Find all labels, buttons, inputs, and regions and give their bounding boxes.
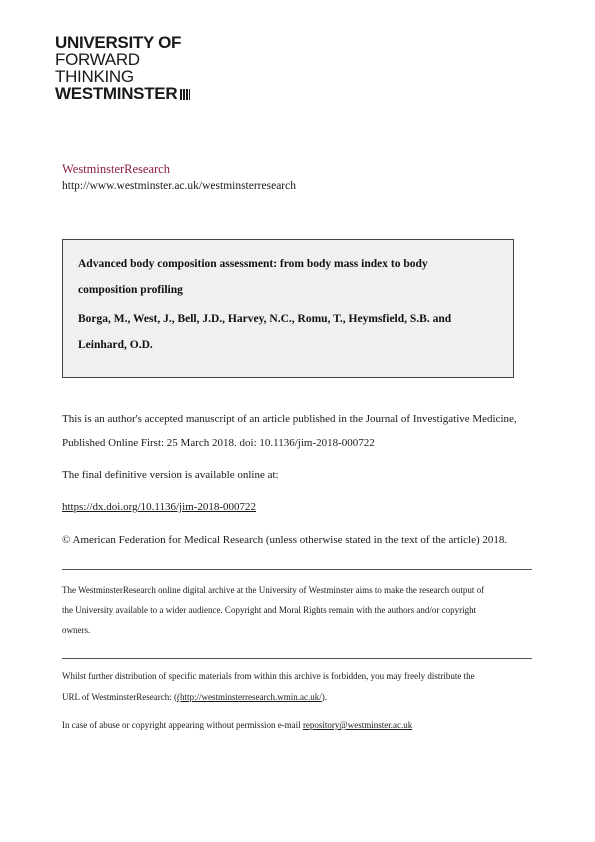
archive-note-line-2: the University available to a wider audience. Copyright and Moral Rights remain with the authors and/or copyright	[62, 605, 477, 615]
repository-link[interactable]: (http://westminsterresearch.wmin.ac.uk/	[177, 692, 322, 702]
distribution-note-line-2	[62, 692, 327, 702]
abuse-note	[62, 720, 412, 730]
manuscript-note-line-2: Published Online First: 25 March 2018. doi: 10.1136/jim-2018-000722	[62, 437, 375, 449]
archive-note-line-1: The WestminsterResearch online digital archive at the University of Westminster aims to make the research output of	[62, 585, 485, 595]
doi-link[interactable]: https://dx.doi.org/10.1136/jim-2018-000722	[62, 501, 257, 513]
repository-name: WestminsterResearch	[62, 162, 170, 176]
final-version-note: The final definitive version is available online at:	[62, 469, 279, 481]
article-info-box	[62, 239, 514, 378]
article-authors-line-2: Leinhard, O.D.	[78, 339, 153, 351]
university-logo	[55, 34, 190, 102]
logo-line-4	[55, 85, 190, 102]
divider-top	[62, 569, 532, 570]
copyright-note: © American Federation for Medical Research (unless otherwise stated in the text of the article) 2018.	[62, 534, 508, 546]
repository-url[interactable]: http://www.westminster.ac.uk/westminsterresearch	[62, 180, 296, 192]
distribution-suffix: ).	[321, 692, 327, 702]
archive-note-line-3: owners.	[62, 625, 91, 635]
logo-line-2: FORWARD	[55, 50, 140, 69]
logo-line-3: THINKING	[55, 67, 134, 86]
repository-email-link[interactable]: repository@westminster.ac.uk	[302, 720, 413, 730]
logo-line-1: UNIVERSITY OF	[55, 33, 182, 52]
abuse-prefix: In case of abuse or copyright appearing without permission e-mail	[62, 720, 303, 730]
distribution-prefix: URL of WestminsterResearch: (	[62, 692, 177, 702]
divider-bottom	[62, 658, 532, 659]
portcullis-icon	[180, 89, 190, 100]
distribution-note-line-1: Whilst further distribution of specific materials from within this archive is forbidden, you may freely distribute the	[62, 671, 475, 681]
logo-line-4-text: WESTMINSTER	[55, 84, 178, 103]
article-title-line-2: composition profiling	[78, 284, 183, 296]
manuscript-note-line-1: This is an author's accepted manuscript of an article published in the Journal of Investigative Medicine,	[62, 413, 517, 425]
article-authors-line-1: Borga, M., West, J., Bell, J.D., Harvey, N.C., Romu, T., Heymsfield, S.B. and	[78, 313, 452, 325]
article-title-line-1: Advanced body composition assessment: from body mass index to body	[78, 258, 428, 270]
